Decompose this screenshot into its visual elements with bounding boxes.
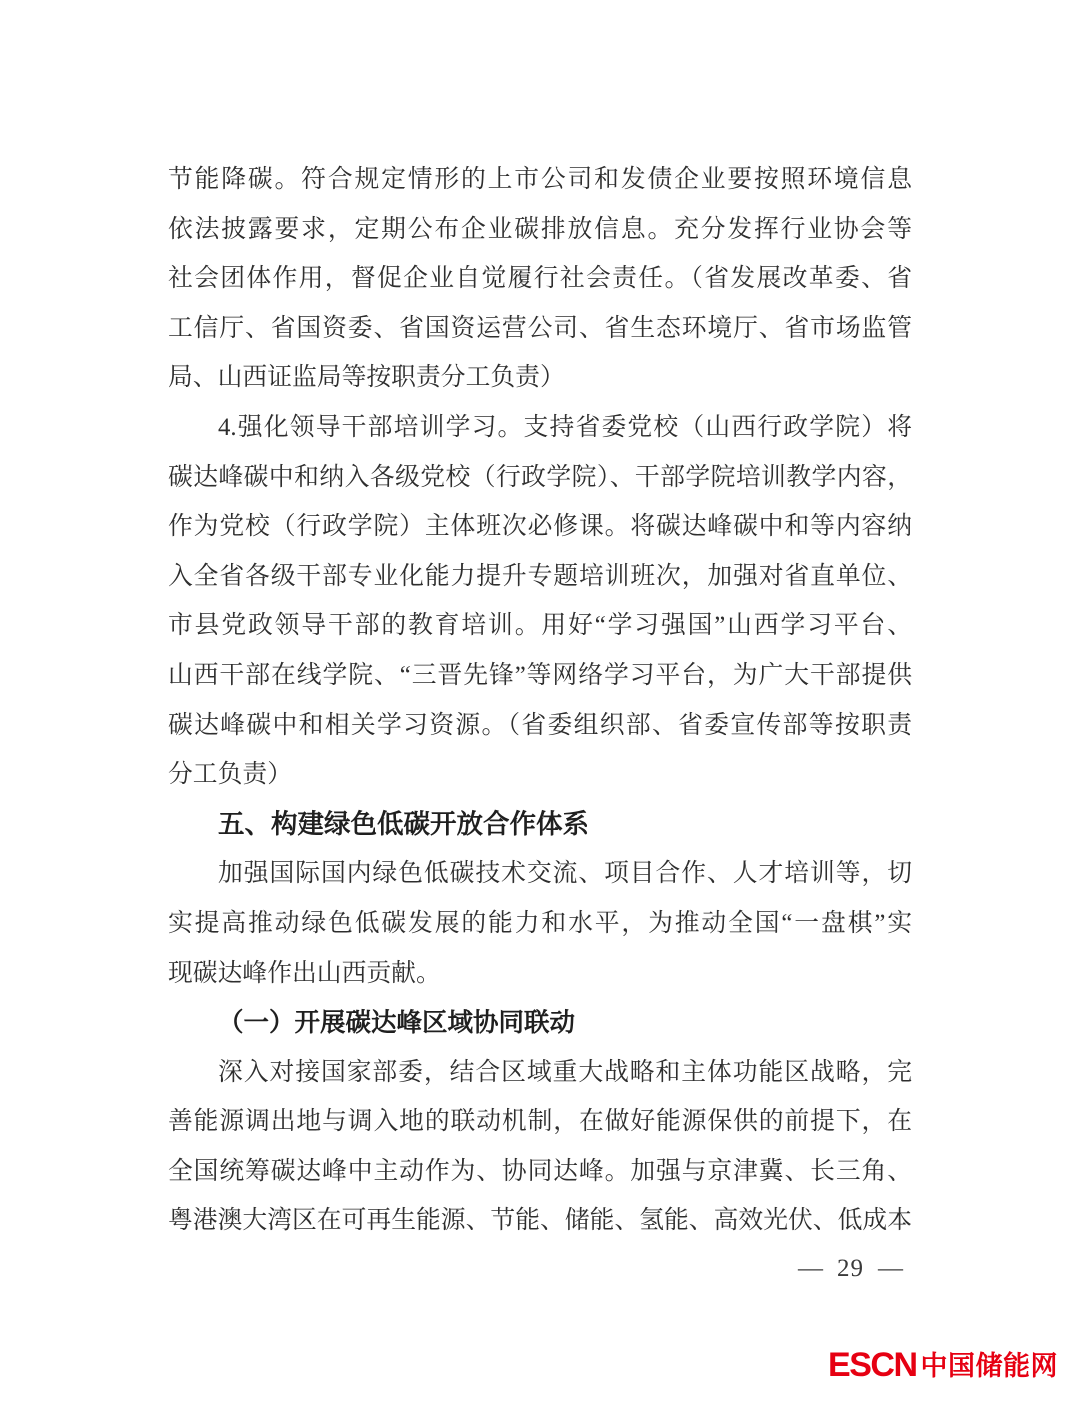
text-line: 碳达峰碳中和纳入各级党校（行政学院）、干部学院培训教学内容， [168, 463, 912, 491]
text-line: 全国统筹碳达峰中主动作为、协同达峰。加强与京津冀、长三角、 [168, 1157, 912, 1185]
document-body [168, 155, 912, 1246]
text-line: 节能降碳。符合规定情形的上市公司和发债企业要按照环境信息 [168, 166, 912, 193]
text-line: 社会团体作用，督促企业自觉履行社会责任。（省发展改革委、省 [168, 265, 912, 293]
text-line: 粤港澳大湾区在可再生能源、节能、储能、氢能、高效光伏、低成本 [168, 1207, 912, 1235]
footer-left-dash: — [798, 1255, 823, 1282]
logo-latin-text: ESCN [828, 1346, 917, 1384]
text-line: 深入对接国家部委，结合区域重大战略和主体功能区战略，完 [218, 1058, 912, 1086]
text-line: 碳达峰碳中和相关学习资源。（省委组织部、省委宣传部等按职责 [168, 711, 912, 739]
logo-chinese-text: 中国储能网 [920, 1351, 1058, 1381]
text-line: 入全省各级干部专业化能力提升专题培训班次，加强对省直单位、 [168, 562, 912, 590]
text-line: 局、山西证监局等按职责分工负责） [168, 364, 565, 392]
text-line: 实提高推动绿色低碳发展的能力和水平，为推动全国“一盘棋”实 [168, 909, 912, 937]
text-line: 加强国际国内绿色低碳技术交流、项目合作、人才培训等，切 [218, 860, 912, 888]
escn-watermark-logo [828, 1348, 1058, 1382]
text-line: 善能源调出地与调入地的联动机制，在做好能源保供的前提下，在 [168, 1108, 912, 1136]
text-line: 现碳达峰作出山西贡献。 [168, 959, 441, 987]
text-line: 山西干部在线学院、“三晋先锋”等网络学习平台，为广大干部提供 [168, 661, 912, 689]
page-number: 29 [837, 1255, 864, 1282]
text-line: 依法披露要求，定期公布企业碳排放信息。充分发挥行业协会等 [168, 215, 912, 243]
text-line: 4.强化领导干部培训学习。支持省委党校（山西行政学院）将 [218, 413, 912, 441]
text-line: 分工负责） [168, 761, 292, 789]
text-line: 市县党政领导干部的教育培训。用好“学习强国”山西学习平台、 [168, 612, 912, 640]
page-number-footer [798, 1254, 903, 1284]
footer-right-dash: — [878, 1255, 903, 1282]
text-line: 作为党校（行政学院）主体班次必修课。将碳达峰碳中和等内容纳 [168, 513, 912, 541]
text-line: 工信厅、省国资委、省国资运营公司、省生态环境厅、省市场监管 [168, 314, 912, 342]
section-heading: （一）开展碳达峰区域协同联动 [218, 1008, 576, 1038]
section-heading: 五、构建绿色低碳开放合作体系 [218, 808, 589, 839]
